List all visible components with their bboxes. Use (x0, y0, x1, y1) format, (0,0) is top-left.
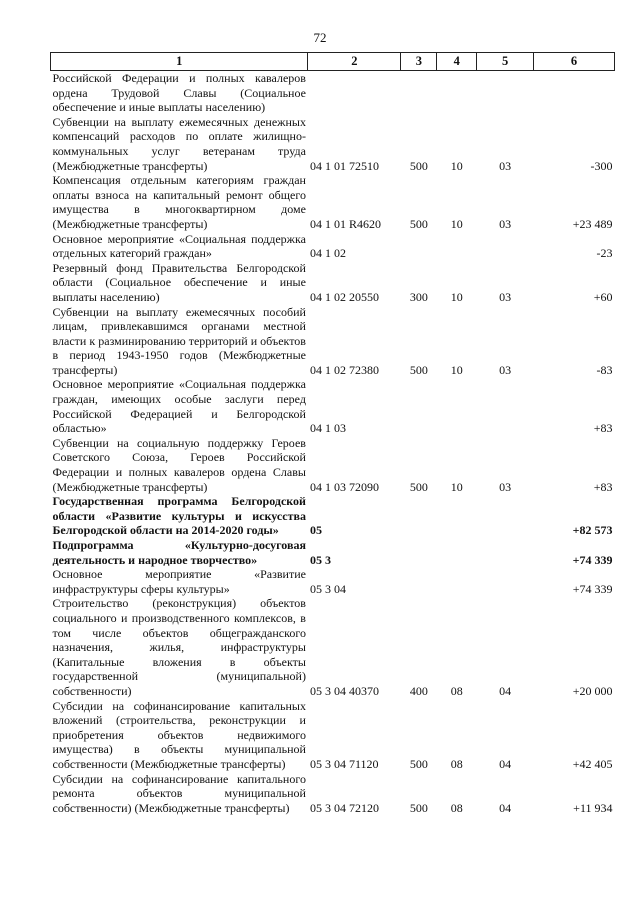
row-col3 (401, 232, 437, 261)
table-row (51, 173, 615, 231)
table-row (51, 115, 615, 173)
row-description: Субвенции на выплату ежемесячных пособий лицам, привлекавшимся органами местной власти к разминированию территорий и объектов в период 1943-1950 годов (Межбюджетные трансферты) (52, 304, 306, 377)
row-description: Субсидии на софинансирование капитального ремонта объектов муниципальной собственности) (Межбюджетные трансферты) (52, 771, 306, 815)
row-code (308, 71, 401, 115)
row-description: Компенсация отдельным категориям граждан оплаты взноса на капитальный ремонт общего имущества в многоквартирном доме (Межбюджетные трансферты) (52, 173, 306, 231)
row-amount: +23 489 (572, 216, 613, 231)
row-col3: 500 (409, 216, 428, 231)
row-col5 (477, 567, 534, 596)
row-amount: +83 (593, 421, 613, 436)
row-col4 (437, 232, 477, 261)
row-col5: 04 (499, 800, 512, 815)
row-code: 04 1 03 72090 (309, 479, 379, 494)
row-col3 (401, 538, 437, 567)
row-col4 (437, 538, 477, 567)
row-code: 05 3 (309, 552, 331, 567)
table-row (51, 596, 615, 698)
row-col4: 08 (450, 800, 463, 815)
table-row (51, 377, 615, 435)
row-col3 (401, 377, 437, 435)
row-description: Субвенции на социальную поддержку Героев Советского Союза, Героев Российской Федерации и полных кавалеров ордена Славы (Межбюджетные трансферты) (52, 435, 306, 494)
budget-table (50, 52, 615, 815)
row-col5: 03 (499, 216, 512, 231)
header-col-4: 4 (437, 53, 477, 71)
row-col4 (437, 494, 477, 538)
row-amount: -23 (596, 246, 613, 261)
table-row (51, 232, 615, 261)
row-code: 05 3 04 (309, 581, 346, 596)
table-row (51, 261, 615, 305)
row-col3: 500 (409, 756, 428, 771)
row-col4 (437, 377, 477, 435)
row-col3 (401, 494, 437, 538)
row-description: Государственная программа Белгородской области «Развитие культуры и искусства Белгородской области на 2014-2020 годы» (52, 494, 306, 538)
row-col4 (437, 567, 477, 596)
table-row (51, 538, 615, 567)
row-amount: +74 339 (572, 581, 613, 596)
row-col4: 10 (450, 362, 463, 377)
row-description: Субсидии на софинансирование капитальных вложений (строительства, реконструкции и приобретения объектов недвижимого имущества) в объекты муниципальной собственности (Межбюджетные трансферты) (52, 698, 306, 771)
row-col4: 10 (450, 289, 463, 304)
header-col-5: 5 (477, 53, 534, 71)
row-col3 (401, 71, 437, 115)
table-row (51, 71, 615, 115)
row-code: 05 (309, 523, 322, 538)
row-col4: 10 (450, 479, 463, 494)
row-description: Российской Федерации и полных кавалеров ордена Трудовой Славы (Социальное обеспечение и иные выплаты населению) (52, 71, 306, 115)
table-row (51, 772, 615, 816)
row-col5 (477, 232, 534, 261)
row-description: Основное мероприятие «Социальная поддержка граждан, имеющих особые заслуги перед Российской Федерацией и Белгородской областью» (52, 377, 306, 436)
row-code: 04 1 03 (309, 421, 346, 436)
row-code: 04 1 02 20550 (309, 289, 379, 304)
row-description: Субвенции на выплату ежемесячных денежных компенсаций расходов по оплате жилищно-коммунальных услуг ветеранам труда (Межбюджетные трансферты) (52, 114, 306, 173)
row-col5: 03 (499, 479, 512, 494)
table-row (51, 436, 615, 494)
table-row (51, 699, 615, 772)
table-row (51, 494, 615, 538)
row-col5: 04 (499, 756, 512, 771)
row-amount (534, 71, 615, 115)
row-col4: 10 (450, 158, 463, 173)
header-col-1: 1 (51, 53, 308, 71)
row-col3: 500 (409, 479, 428, 494)
header-col-2: 2 (308, 53, 401, 71)
page-number: 72 (313, 30, 327, 45)
row-description: Подпрограмма «Культурно-досуговая деятельность и народное творчество» (52, 538, 306, 567)
row-col4 (437, 71, 477, 115)
row-col5 (477, 377, 534, 435)
row-code: 04 1 01 72510 (309, 158, 379, 173)
row-col5 (477, 538, 534, 567)
row-col5: 03 (499, 158, 512, 173)
row-description: Строительство (реконструкция) объектов социального и производственного комплексов, в том числе объектов общегражданского назначения, жилья, инфраструктуры (Капитальные вложения в объекты государственной (муниципальной) собственности) (52, 596, 306, 698)
row-col5 (477, 494, 534, 538)
row-amount: +74 339 (572, 552, 613, 567)
row-col3: 500 (409, 362, 428, 377)
row-description: Основное мероприятие «Социальная поддержка отдельных категорий граждан» (52, 231, 306, 261)
row-col3: 500 (409, 158, 428, 173)
row-amount: +11 934 (573, 800, 613, 815)
row-col5: 04 (499, 683, 512, 698)
row-description: Основное мероприятие «Развитие инфраструктуры сферы культуры» (52, 567, 306, 596)
row-description: Резервный фонд Правительства Белгородской области (Социальное обеспечение и иные выплаты населению) (52, 260, 306, 304)
row-col5: 03 (499, 289, 512, 304)
row-col3 (401, 567, 437, 596)
row-amount: -83 (596, 362, 613, 377)
header-col-6: 6 (534, 53, 615, 71)
row-amount: +42 405 (572, 756, 613, 771)
row-col3: 300 (409, 289, 428, 304)
row-code: 05 3 04 71120 (309, 756, 379, 771)
row-code: 05 3 04 72120 (309, 800, 379, 815)
row-col4: 08 (450, 683, 463, 698)
table-row (51, 567, 615, 596)
row-col4: 10 (450, 216, 463, 231)
row-amount: +83 (593, 479, 613, 494)
row-code: 04 1 02 72380 (309, 362, 379, 377)
row-amount: +60 (593, 289, 613, 304)
header-col-3: 3 (401, 53, 437, 71)
row-col5 (477, 71, 534, 115)
row-col4: 08 (450, 756, 463, 771)
row-code: 05 3 04 40370 (309, 683, 379, 698)
row-code: 04 1 02 (309, 246, 346, 261)
table-row (51, 305, 615, 378)
row-col3: 400 (409, 683, 428, 698)
row-amount: -300 (590, 158, 613, 173)
table-header-row (51, 53, 615, 71)
row-col5: 03 (499, 362, 512, 377)
row-code: 04 1 01 R4620 (309, 216, 381, 231)
row-col3: 500 (409, 800, 428, 815)
row-amount: +82 573 (572, 523, 613, 538)
row-amount: +20 000 (572, 683, 613, 698)
